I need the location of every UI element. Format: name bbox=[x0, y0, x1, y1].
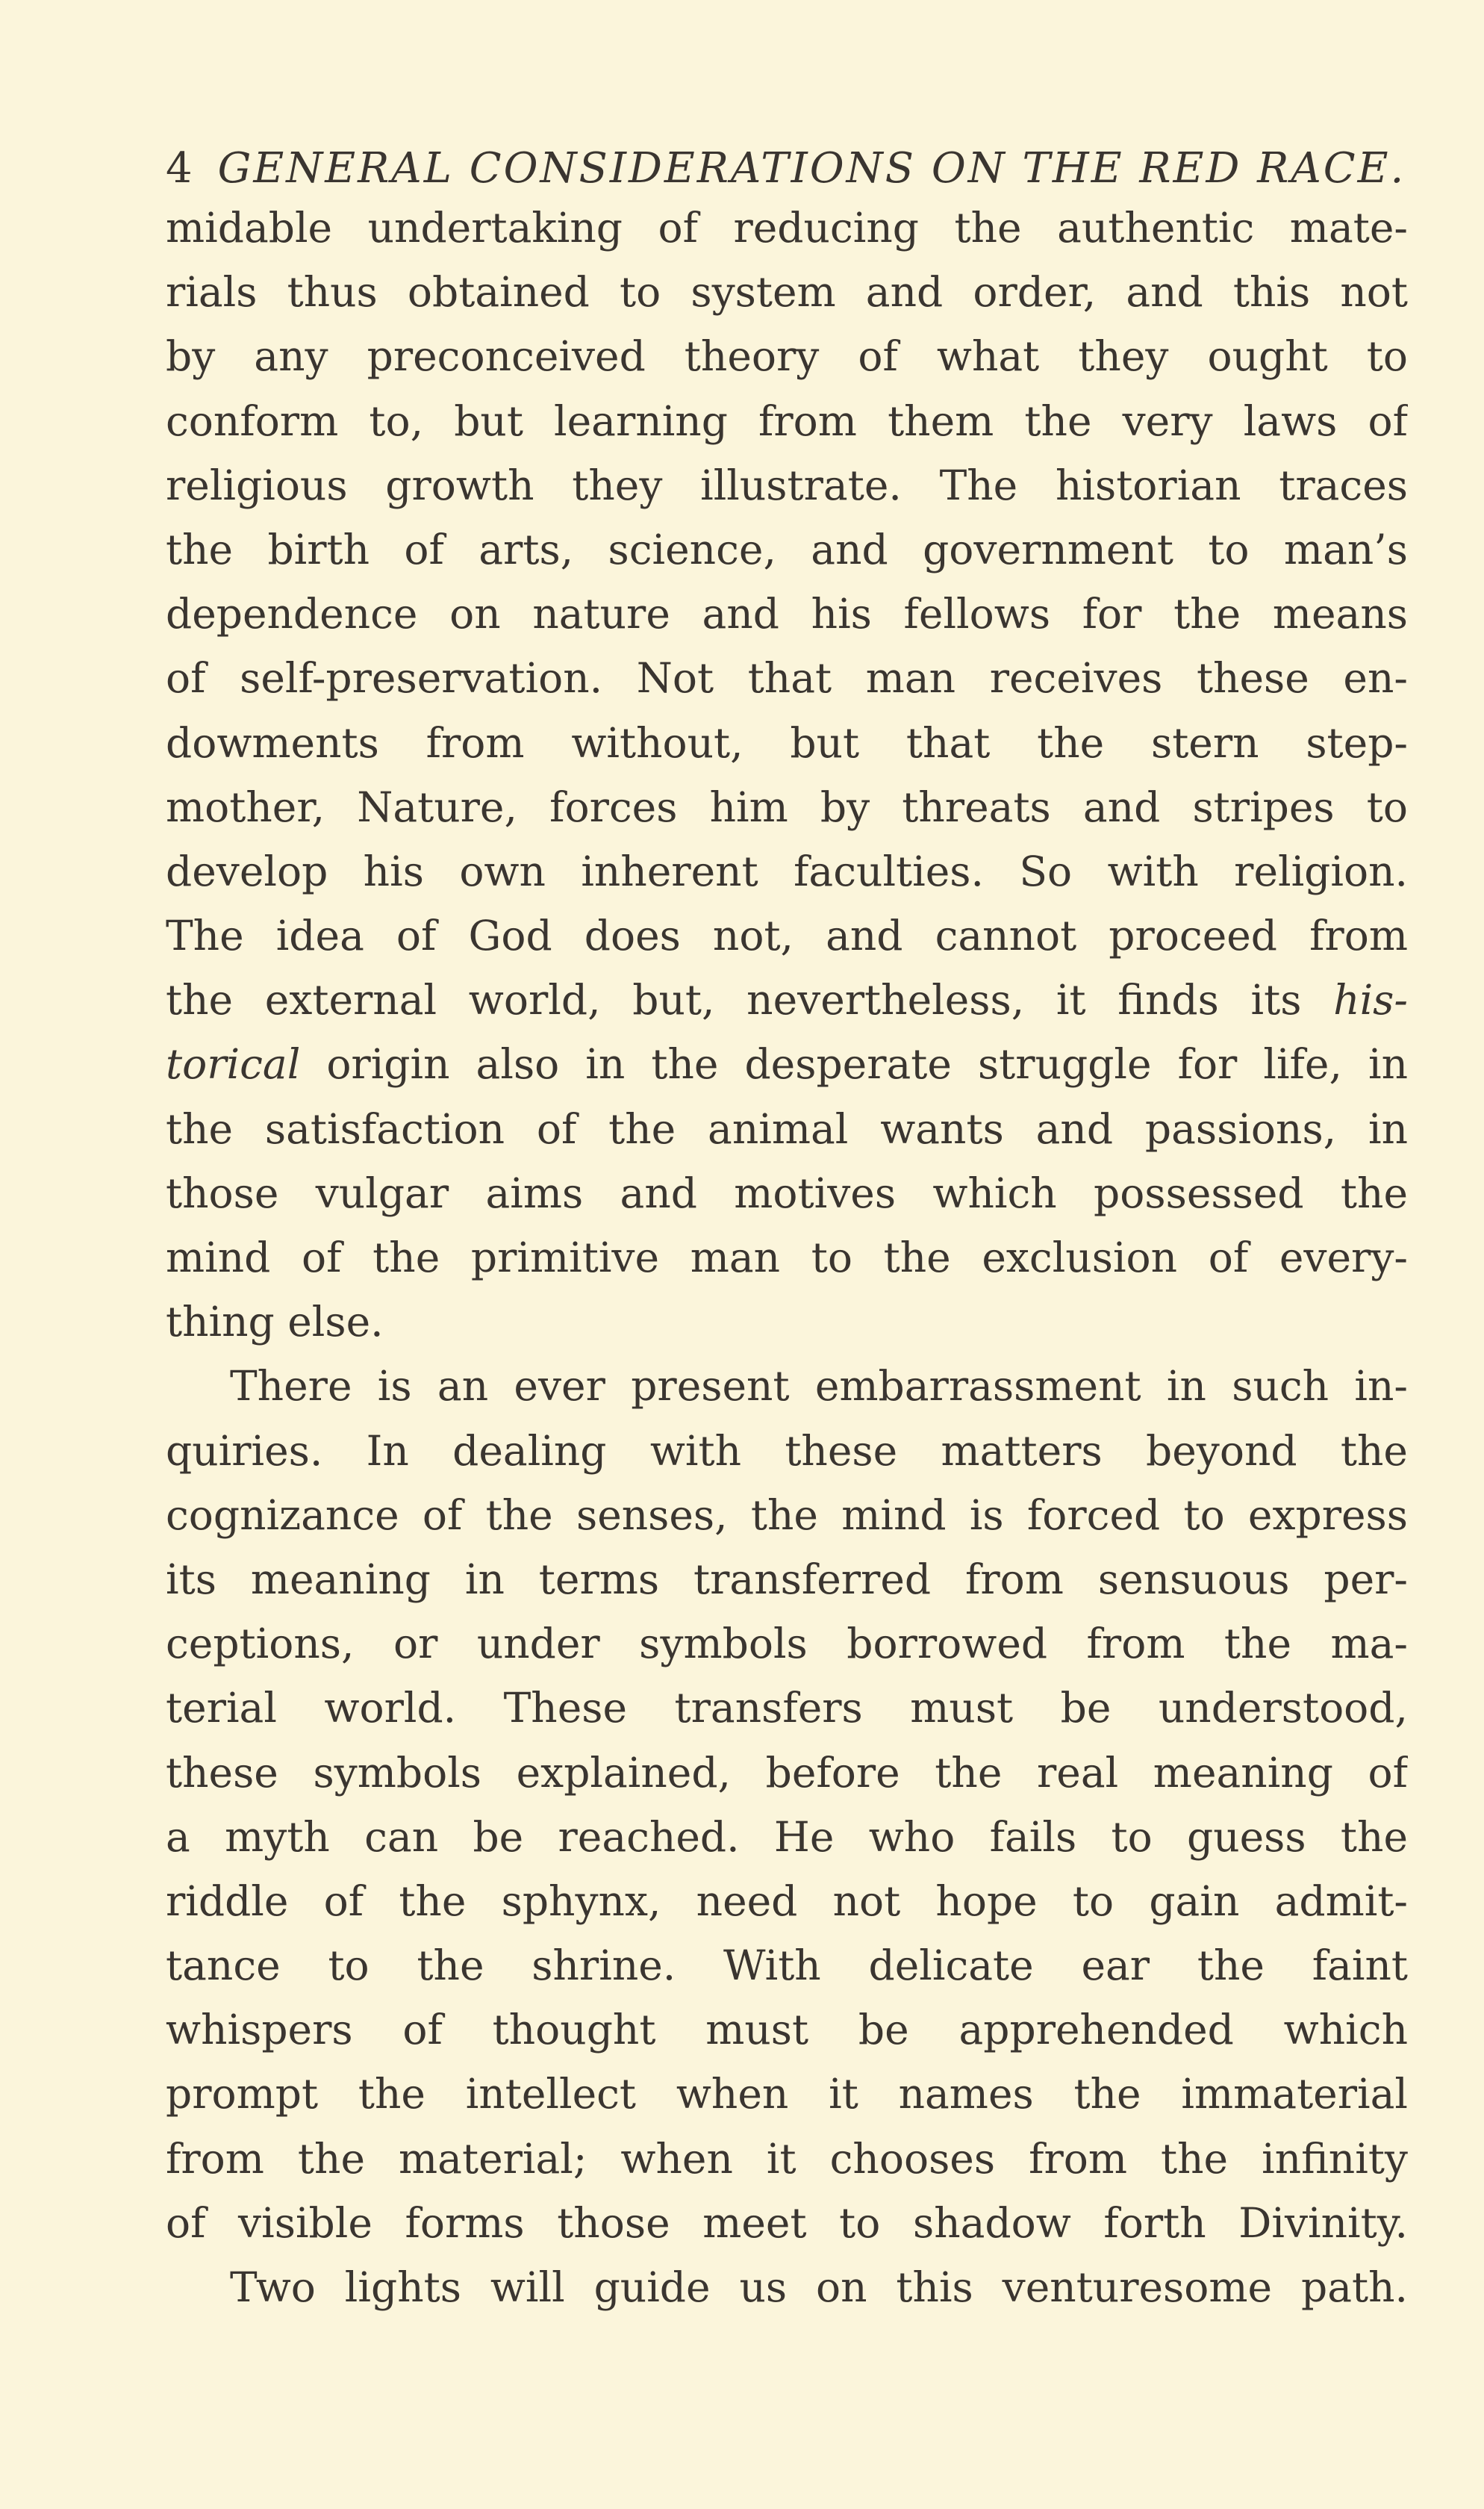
text-line: Two lights will guide us on this venturesome path. bbox=[230, 2263, 1408, 2311]
text-line bbox=[166, 1032, 1408, 1096]
text-line: of visible forms those meet to shadow forth Divinity. bbox=[166, 2198, 1408, 2247]
text-line: those vulgar aims and motives which possessed the bbox=[166, 1169, 1408, 1217]
text-line: The idea of God does not, and cannot proceed from bbox=[166, 912, 1408, 960]
body-text bbox=[166, 196, 1408, 2319]
text-line: whispers of thought must be apprehended which bbox=[166, 2006, 1408, 2054]
running-head bbox=[166, 139, 1406, 199]
text-line: thing else. bbox=[166, 1298, 384, 1346]
text-line: religious growth they illustrate. The historian traces bbox=[166, 461, 1408, 509]
text-line: cognizance of the senses, the mind is forced to express bbox=[166, 1490, 1408, 1539]
text-line: dowments from without, but that the stern step- bbox=[166, 718, 1408, 767]
text-line: midable undertaking of reducing the authentic mate- bbox=[166, 204, 1408, 252]
text-line: the birth of arts, science, and government to man’s bbox=[166, 525, 1408, 573]
text-line-run: origin also in the desperate struggle for life, in bbox=[300, 1040, 1408, 1089]
running-head-title: GENERAL CONSIDERATIONS ON THE RED RACE. bbox=[217, 144, 1406, 193]
text-line: the satisfaction of the animal wants and passions, in bbox=[166, 1104, 1408, 1153]
text-line: a myth can be reached. He who fails to guess the bbox=[166, 1812, 1408, 1861]
page-number: 4 bbox=[166, 144, 193, 193]
text-line: conform to, but learning from them the very laws of bbox=[166, 397, 1408, 445]
text-line: tance to the shrine. With delicate ear the faint bbox=[166, 1941, 1408, 1990]
text-line: its meaning in terms transferred from sensuous per- bbox=[166, 1555, 1408, 1603]
text-line: mind of the primitive man to the exclusion of every- bbox=[166, 1234, 1408, 1281]
text-line-run: the external world, but, nevertheless, it finds its bbox=[166, 976, 1334, 1025]
text-line: of self-preservation. Not that man receives these en- bbox=[166, 654, 1408, 703]
text-line: quiries. In dealing with these matters beyond the bbox=[166, 1426, 1408, 1475]
text-line: these symbols explained, before the real meaning of bbox=[166, 1748, 1408, 1797]
text-line: terial world. These transfers must be understood, bbox=[166, 1684, 1408, 1732]
text-line: There is an ever present embarrassment in such in- bbox=[230, 1362, 1408, 1411]
text-line bbox=[166, 968, 1408, 1032]
text-line: develop his own inherent faculties. So with religion. bbox=[166, 847, 1408, 895]
text-line: riddle of the sphynx, need not hope to gain admit- bbox=[166, 1877, 1408, 1925]
italic-word: torical bbox=[166, 1040, 301, 1089]
text-line: dependence on nature and his fellows for the means bbox=[166, 590, 1408, 638]
text-line: mother, Nature, forces him by threats and stripes to bbox=[166, 783, 1408, 831]
text-line: by any preconceived theory of what they ought to bbox=[166, 332, 1408, 381]
text-line: ceptions, or under symbols borrowed from the ma- bbox=[166, 1620, 1408, 1668]
text-line: from the material; when it chooses from the infinity bbox=[166, 2134, 1408, 2183]
text-line: prompt the intellect when it names the immaterial bbox=[166, 2070, 1408, 2118]
italic-word: his- bbox=[1333, 976, 1408, 1025]
text-line: rials thus obtained to system and order, and this not bbox=[166, 268, 1408, 317]
